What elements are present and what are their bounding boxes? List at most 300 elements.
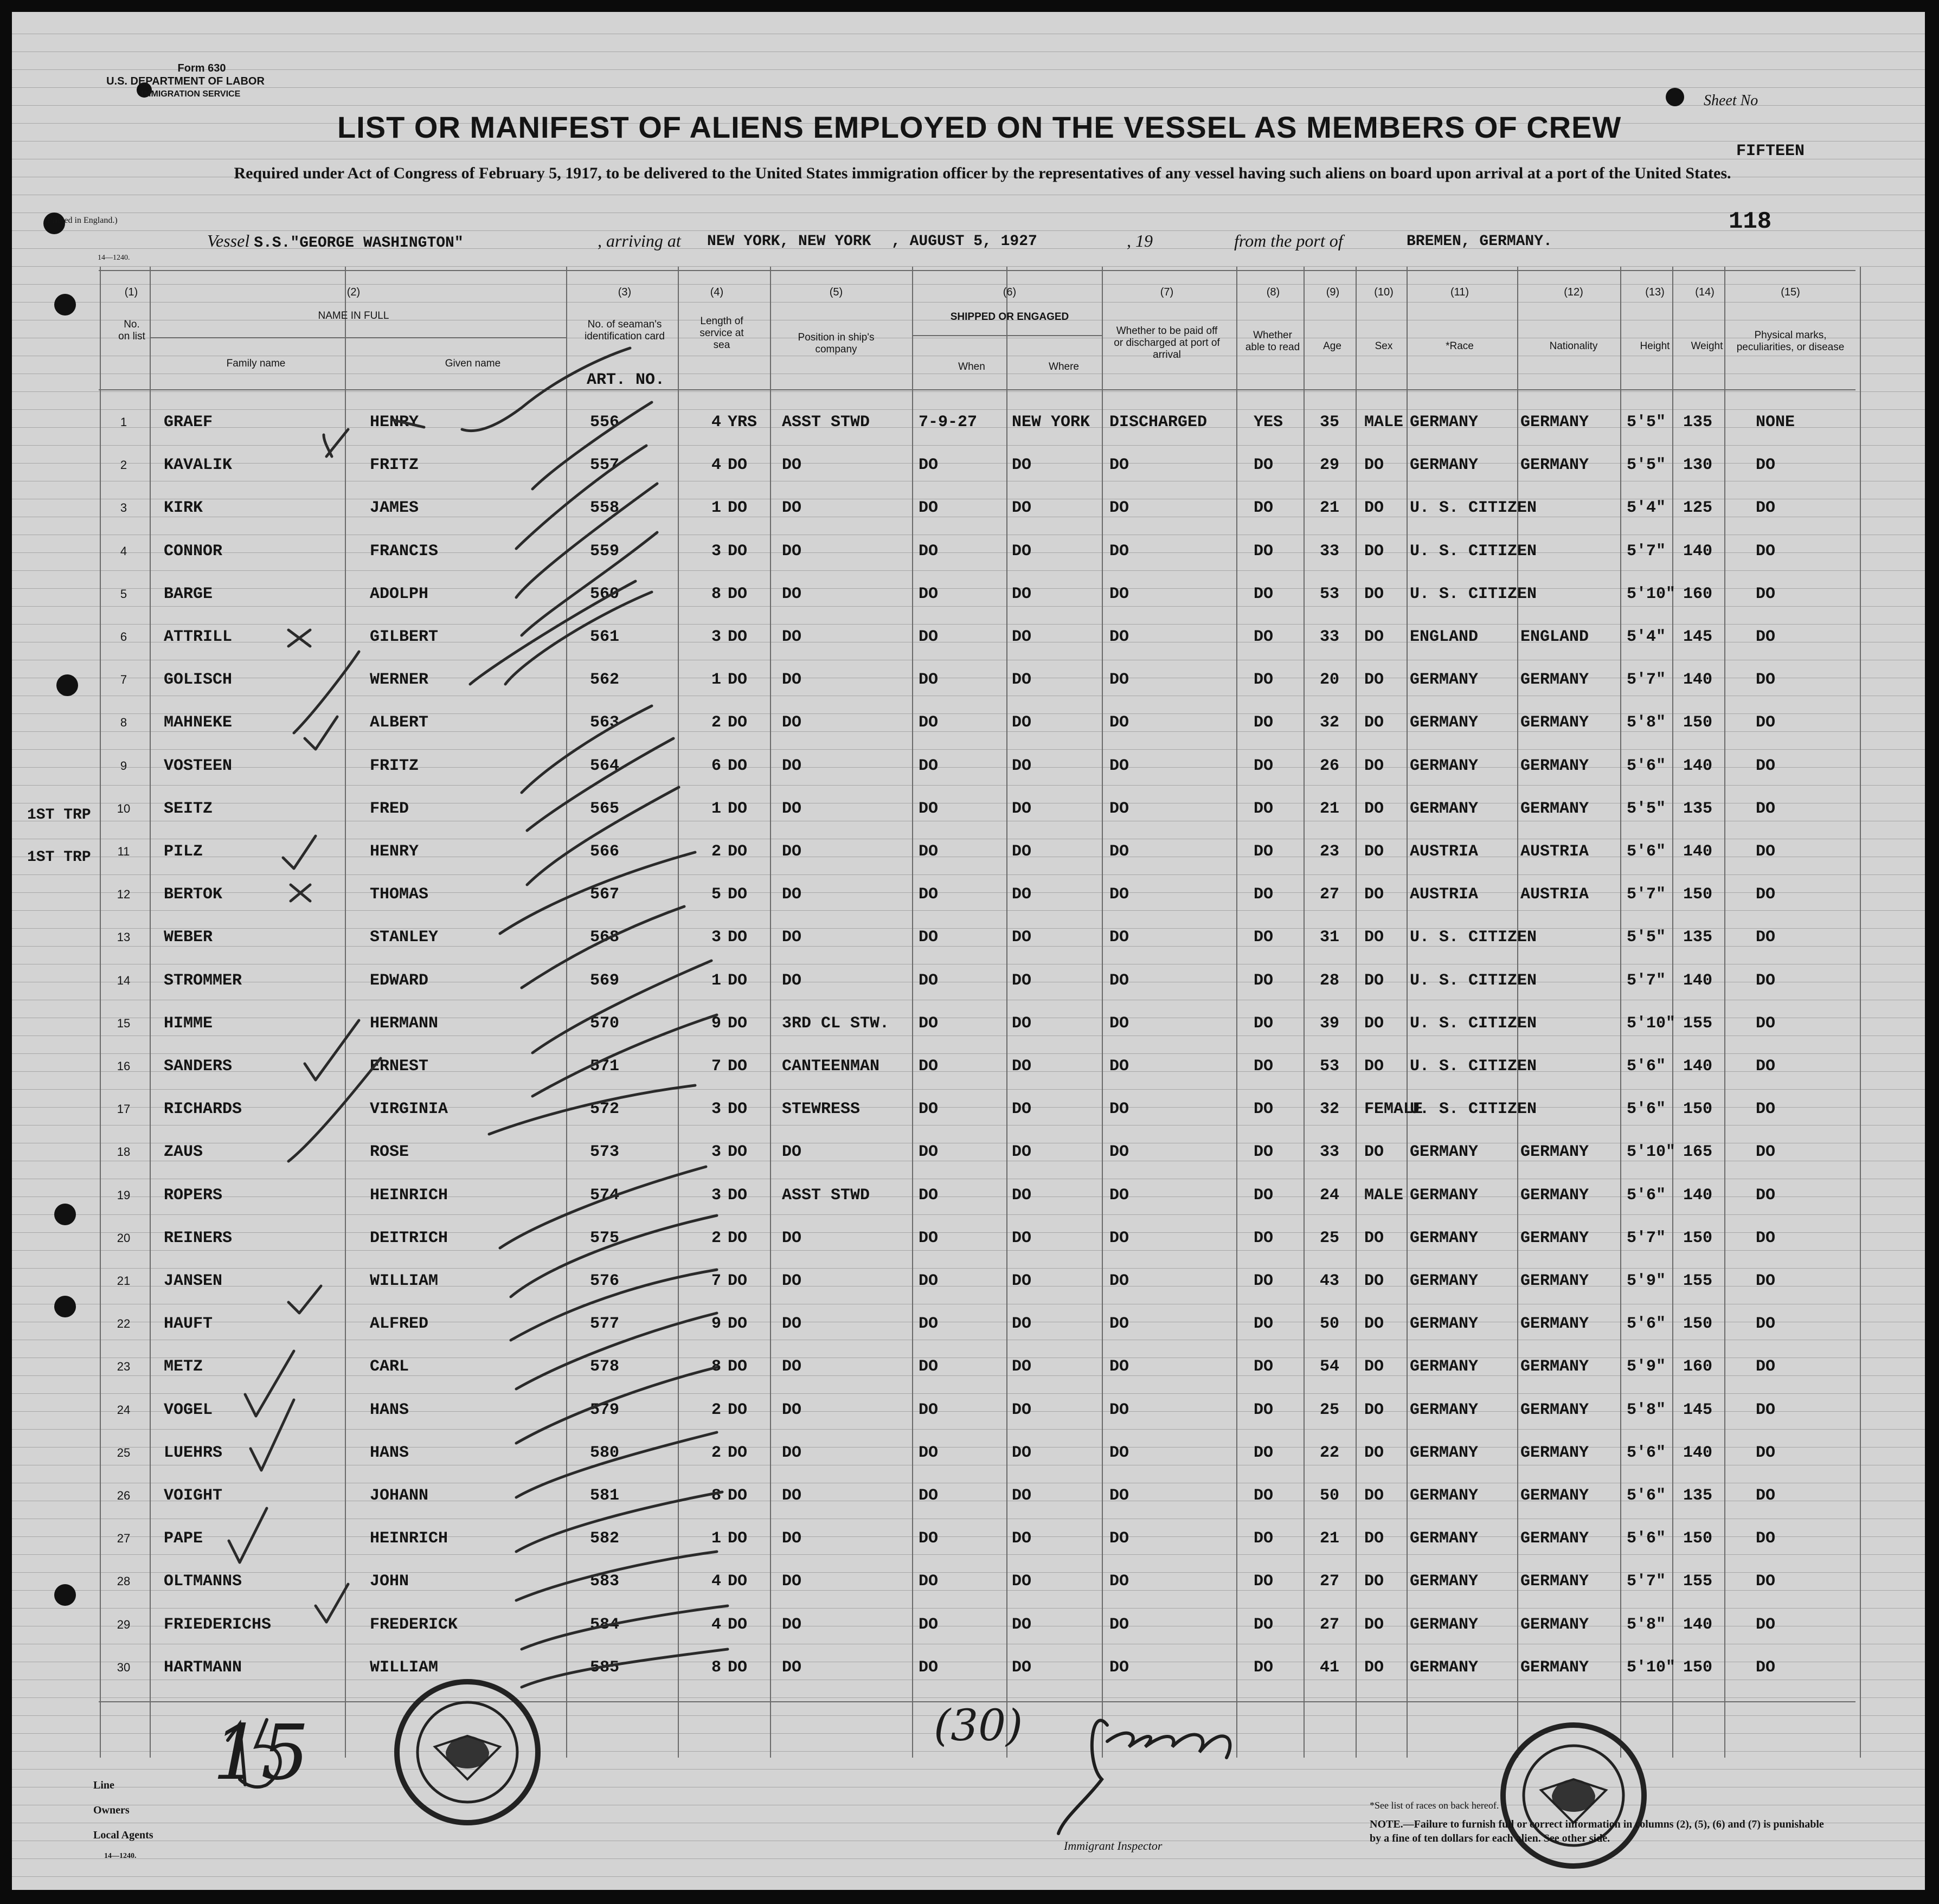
cell-svc-n: 4 [711, 456, 722, 475]
cell-position: DO [782, 799, 802, 818]
cell-nationality: AUSTRIA [1520, 842, 1589, 861]
cell-given: HERMANN [370, 1014, 439, 1033]
cell-race: GERMANY [1410, 799, 1479, 818]
cell-card: 573 [590, 1143, 620, 1162]
header-age: Age [1323, 340, 1341, 352]
cell-read: DO [1254, 1014, 1274, 1033]
cell-position: STEWRESS [782, 1100, 861, 1119]
cell-weight: 155 [1683, 1272, 1713, 1290]
cell-svc-n: 4 [711, 413, 722, 432]
cell-paid: DO [1109, 928, 1129, 947]
cell-race: GERMANY [1410, 1272, 1479, 1290]
cell-sex: DO [1364, 928, 1384, 947]
cell-position: DO [782, 713, 802, 732]
cell-marks: DO [1756, 671, 1776, 690]
row-number: 9 [120, 758, 127, 773]
cell-family: HARTMANN [164, 1658, 242, 1677]
cell-nationality: GERMANY [1520, 1228, 1589, 1247]
cell-svc-u: DO [728, 756, 748, 775]
cell-weight: 135 [1683, 1487, 1713, 1505]
cell-weight: 140 [1683, 542, 1713, 561]
cell-where: DO [1012, 1014, 1032, 1033]
cell-svc-u: DO [728, 1658, 748, 1677]
cell-age: 35 [1320, 413, 1340, 432]
cell-paid: DO [1109, 713, 1129, 732]
cell-weight: 165 [1683, 1143, 1713, 1162]
row-number: 29 [117, 1617, 131, 1631]
cell-weight: 155 [1683, 1014, 1713, 1033]
cell-sex: DO [1364, 1358, 1384, 1376]
cell-family: ZAUS [164, 1143, 203, 1162]
cell-read: DO [1254, 1057, 1274, 1076]
cell-family: REINERS [164, 1228, 233, 1247]
cell-where: DO [1012, 1315, 1032, 1334]
cell-where: DO [1012, 1487, 1032, 1505]
row-number: 12 [117, 887, 131, 902]
cell-position: DO [782, 842, 802, 861]
manifest-sheet [12, 12, 1925, 1890]
row-number: 19 [117, 1188, 131, 1202]
colnum-1: (1) [124, 286, 138, 298]
row-number: 14 [117, 973, 131, 987]
cell-position: DO [782, 456, 802, 475]
cell-height: 5'7" [1627, 1572, 1666, 1591]
header-shipped-engaged: SHIPPED OR ENGAGED [950, 311, 1069, 323]
cell-paid: DO [1109, 1228, 1129, 1247]
handwritten-count-left: 15 [213, 1709, 310, 1797]
cell-svc-u: DO [728, 671, 748, 690]
cell-read: DO [1254, 499, 1274, 518]
cell-where: DO [1012, 1186, 1032, 1205]
cell-svc-u: DO [728, 885, 748, 904]
cell-card: 563 [590, 713, 620, 732]
cell-read: DO [1254, 1443, 1274, 1462]
cell-height: 5'6" [1627, 1057, 1666, 1076]
cell-race: U. S. CITIZEN [1410, 971, 1537, 990]
colnum-8: (8) [1266, 286, 1280, 298]
cell-family: SANDERS [164, 1057, 233, 1076]
cell-card: 572 [590, 1100, 620, 1119]
cell-when: DO [919, 885, 939, 904]
cell-position: DO [782, 1400, 802, 1419]
cell-weight: 150 [1683, 1529, 1713, 1548]
cell-age: 53 [1320, 584, 1340, 603]
cell-nationality: AUSTRIA [1520, 885, 1589, 904]
row-number: 13 [117, 930, 131, 944]
cell-where: DO [1012, 713, 1032, 732]
cell-marks: DO [1756, 1014, 1776, 1033]
printed-in-label: (Printed in England.) [44, 216, 118, 225]
cell-height: 5'6" [1627, 1186, 1666, 1205]
cell-svc-u: DO [728, 1315, 748, 1334]
cell-svc-n: 2 [711, 1228, 722, 1247]
cell-height: 5'7" [1627, 671, 1666, 690]
cell-sex: DO [1364, 1529, 1384, 1548]
cell-given: ADOLPH [370, 584, 429, 603]
cell-where: DO [1012, 499, 1032, 518]
cell-svc-n: 2 [711, 713, 722, 732]
cell-race: GERMANY [1410, 413, 1479, 432]
cell-height: 5'9" [1627, 1358, 1666, 1376]
row-number: 4 [120, 544, 127, 558]
cell-paid: DO [1109, 885, 1129, 904]
cell-weight: 150 [1683, 1658, 1713, 1677]
cell-family: OLTMANNS [164, 1572, 242, 1591]
cell-height: 5'8" [1627, 1615, 1666, 1634]
cell-card: 566 [590, 842, 620, 861]
cell-svc-u: DO [728, 928, 748, 947]
cell-svc-n: 1 [711, 671, 722, 690]
margin-note-row10: 1ST TRP [27, 807, 91, 824]
cell-where: DO [1012, 842, 1032, 861]
cell-race: GERMANY [1410, 1572, 1479, 1591]
row-number: 30 [117, 1660, 131, 1674]
margin-note-row11: 1ST TRP [27, 849, 91, 866]
cell-race: U. S. CITIZEN [1410, 1057, 1537, 1076]
cell-card: 569 [590, 971, 620, 990]
form-code-top: 14—1240. [98, 254, 130, 262]
row-number: 1 [120, 415, 127, 429]
row-number: 3 [120, 501, 127, 515]
cell-svc-u: DO [728, 1487, 748, 1505]
cell-card: 574 [590, 1186, 620, 1205]
cell-nationality: GERMANY [1520, 1529, 1589, 1548]
cell-weight: 140 [1683, 671, 1713, 690]
cell-position: DO [782, 542, 802, 561]
cell-nationality: GERMANY [1520, 1272, 1589, 1290]
footer-owners-label: Owners [93, 1804, 130, 1816]
cell-when: DO [919, 1572, 939, 1591]
colnum-10: (10) [1374, 286, 1394, 298]
cell-when: DO [919, 456, 939, 475]
cell-position: DO [782, 1572, 802, 1591]
cell-when: DO [919, 1400, 939, 1419]
cell-svc-n: 6 [711, 756, 722, 775]
cell-nationality: GERMANY [1520, 713, 1589, 732]
cell-family: JANSEN [164, 1272, 223, 1290]
colnum-9: (9) [1326, 286, 1340, 298]
cell-weight: 140 [1683, 1057, 1713, 1076]
row-number: 18 [117, 1145, 131, 1159]
cell-race: AUSTRIA [1410, 885, 1479, 904]
cell-read: DO [1254, 1186, 1274, 1205]
cell-position: DO [782, 928, 802, 947]
cell-sex: FEMALE [1364, 1100, 1423, 1119]
cell-position: 3RD CL STW. [782, 1014, 890, 1033]
cell-height: 5'6" [1627, 1443, 1666, 1462]
cell-position: DO [782, 1228, 802, 1247]
cell-given: JAMES [370, 499, 419, 518]
cell-nationality: GERMANY [1520, 671, 1589, 690]
cell-svc-u: DO [728, 1400, 748, 1419]
cell-position: DO [782, 1658, 802, 1677]
cell-card: 564 [590, 756, 620, 775]
cell-paid: DO [1109, 628, 1129, 646]
cell-height: 5'6" [1627, 1487, 1666, 1505]
arriving-port: NEW YORK, NEW YORK [707, 233, 871, 250]
cell-race: GERMANY [1410, 671, 1479, 690]
cell-paid: DO [1109, 756, 1129, 775]
cell-paid: DO [1109, 1400, 1129, 1419]
cell-paid: DO [1109, 799, 1129, 818]
cell-where: DO [1012, 671, 1032, 690]
cell-when: DO [919, 1228, 939, 1247]
row-number: 6 [120, 630, 127, 644]
cell-read: DO [1254, 1315, 1274, 1334]
cell-card: 565 [590, 799, 620, 818]
cell-position: CANTEENMAN [782, 1057, 880, 1076]
cell-where: DO [1012, 456, 1032, 475]
header-weight: Weight [1691, 340, 1723, 352]
cell-age: 50 [1320, 1315, 1340, 1334]
cell-given: HANS [370, 1400, 409, 1419]
cell-family: BARGE [164, 584, 213, 603]
cell-paid: DO [1109, 1615, 1129, 1634]
cell-sex: MALE [1364, 413, 1404, 432]
cell-svc-u: DO [728, 499, 748, 518]
cell-height: 5'6" [1627, 1529, 1666, 1548]
row-number: 17 [117, 1102, 131, 1116]
cell-height: 5'10" [1627, 1143, 1676, 1162]
cell-height: 5'5" [1627, 928, 1666, 947]
cell-marks: DO [1756, 1658, 1776, 1677]
cell-height: 5'6" [1627, 756, 1666, 775]
header-name-in-full: NAME IN FULL [318, 310, 389, 321]
cell-card: 579 [590, 1400, 620, 1419]
cell-where: DO [1012, 1272, 1032, 1290]
header-able-read: Whether able to read [1245, 330, 1300, 353]
cell-nationality: GERMANY [1520, 1315, 1589, 1334]
cell-position: DO [782, 971, 802, 990]
cell-position: DO [782, 1358, 802, 1376]
header-where: Where [1049, 361, 1079, 372]
cell-height: 5'7" [1627, 885, 1666, 904]
cell-svc-n: 9 [711, 1315, 722, 1334]
cell-svc-n: 8 [711, 1358, 722, 1376]
cell-sex: DO [1364, 1143, 1384, 1162]
consulate-stamp-right [1492, 1714, 1655, 1877]
cell-given: FRITZ [370, 456, 419, 475]
cell-marks: DO [1756, 756, 1776, 775]
cell-marks: DO [1756, 1143, 1776, 1162]
cell-weight: 125 [1683, 499, 1713, 518]
from-port: BREMEN, GERMANY. [1407, 233, 1552, 250]
cell-when: DO [919, 499, 939, 518]
cell-card: 557 [590, 456, 620, 475]
cell-given: FRITZ [370, 756, 419, 775]
year-label: , 19 [1127, 231, 1153, 250]
cell-marks: DO [1756, 928, 1776, 947]
cell-position: DO [782, 628, 802, 646]
cell-marks: DO [1756, 456, 1776, 475]
cell-family: MAHNEKE [164, 713, 233, 732]
cell-weight: 140 [1683, 756, 1713, 775]
cell-marks: DO [1756, 1272, 1776, 1290]
cell-age: 33 [1320, 628, 1340, 646]
cell-position: DO [782, 1443, 802, 1462]
cell-race: GERMANY [1410, 1186, 1479, 1205]
arrival-date: , AUGUST 5, 1927 [891, 233, 1037, 250]
cell-height: 5'4" [1627, 499, 1666, 518]
row-number: 15 [117, 1016, 131, 1030]
cell-svc-n: 1 [711, 1529, 722, 1548]
form-number: Form 630 [177, 62, 226, 74]
cell-card: 567 [590, 885, 620, 904]
cell-card: 560 [590, 584, 620, 603]
cell-weight: 150 [1683, 1315, 1713, 1334]
cell-marks: DO [1756, 628, 1776, 646]
cell-nationality: GERMANY [1520, 1400, 1589, 1419]
cell-card: 559 [590, 542, 620, 561]
cell-family: VOGEL [164, 1400, 213, 1419]
cell-paid: DO [1109, 1487, 1129, 1505]
cell-where: DO [1012, 1658, 1032, 1677]
cell-when: DO [919, 1315, 939, 1334]
cell-sex: DO [1364, 756, 1384, 775]
sheet-number-written: FIFTEEN [1736, 142, 1805, 160]
footer-local-agents-label: Local Agents [93, 1829, 153, 1841]
cell-paid: DO [1109, 1358, 1129, 1376]
cell-family: ROPERS [164, 1186, 223, 1205]
cell-sex: DO [1364, 1315, 1384, 1334]
cell-card: 570 [590, 1014, 620, 1033]
cell-race: GERMANY [1410, 1487, 1479, 1505]
cell-sex: DO [1364, 885, 1384, 904]
service-label: IMMIGRATION SERVICE [141, 89, 241, 99]
cell-card: 577 [590, 1315, 620, 1334]
cell-height: 5'5" [1627, 413, 1666, 432]
cell-given: DEITRICH [370, 1228, 448, 1247]
cell-race: U. S. CITIZEN [1410, 928, 1537, 947]
colnum-13: (13) [1645, 286, 1665, 298]
cell-nationality: GERMANY [1520, 456, 1589, 475]
cell-age: 53 [1320, 1057, 1340, 1076]
cell-position: DO [782, 756, 802, 775]
cell-svc-n: 3 [711, 542, 722, 561]
header-nationality: Nationality [1549, 340, 1598, 352]
cell-when: DO [919, 756, 939, 775]
cell-svc-u: DO [728, 1057, 748, 1076]
cell-paid: DO [1109, 1186, 1129, 1205]
cell-svc-n: 4 [711, 1615, 722, 1634]
cell-when: DO [919, 1529, 939, 1548]
cell-card: 585 [590, 1658, 620, 1677]
cell-nationality: GERMANY [1520, 1186, 1589, 1205]
cell-weight: 145 [1683, 1400, 1713, 1419]
cell-sex: DO [1364, 584, 1384, 603]
cell-nationality: GERMANY [1520, 1487, 1589, 1505]
cell-race: GERMANY [1410, 713, 1479, 732]
race-footnote: *See list of races on back hereof. [1370, 1800, 1499, 1811]
cell-where: DO [1012, 1572, 1032, 1591]
cell-height: 5'8" [1627, 713, 1666, 732]
from-port-label: from the port of [1234, 231, 1343, 250]
footer-line-label: Line [93, 1779, 114, 1791]
cell-nationality: GERMANY [1520, 756, 1589, 775]
cell-svc-n: 3 [711, 1143, 722, 1162]
row-number: 26 [117, 1489, 131, 1502]
cell-marks: DO [1756, 1228, 1776, 1247]
cell-when: DO [919, 584, 939, 603]
cell-where: DO [1012, 628, 1032, 646]
vessel-label: Vessel [207, 231, 250, 250]
row-number: 8 [120, 716, 127, 730]
colnum-11: (11) [1450, 286, 1469, 298]
cell-paid: DO [1109, 499, 1129, 518]
cell-given: ERNEST [370, 1057, 429, 1076]
cell-where: DO [1012, 885, 1032, 904]
row-number: 27 [117, 1532, 131, 1546]
row-number: 11 [117, 845, 130, 858]
cell-age: 21 [1320, 1529, 1340, 1548]
cell-svc-u: DO [728, 799, 748, 818]
cell-svc-u: DO [728, 971, 748, 990]
cell-position: DO [782, 499, 802, 518]
cell-svc-u: DO [728, 1100, 748, 1119]
cell-family: SEITZ [164, 799, 213, 818]
cell-read: DO [1254, 1487, 1274, 1505]
cell-position: DO [782, 1143, 802, 1162]
cell-age: 21 [1320, 799, 1340, 818]
row-number: 2 [120, 458, 127, 472]
cell-race: GERMANY [1410, 1615, 1479, 1634]
cell-marks: DO [1756, 1315, 1776, 1334]
cell-given: ALBERT [370, 713, 429, 732]
header-position: Position in ship's company [798, 332, 875, 355]
cell-given: JOHANN [370, 1487, 429, 1505]
cell-height: 5'10" [1627, 584, 1676, 603]
cell-sex: DO [1364, 542, 1384, 561]
cell-paid: DO [1109, 456, 1129, 475]
cell-position: DO [782, 1315, 802, 1334]
cell-where: DO [1012, 1100, 1032, 1119]
cell-sex: DO [1364, 1228, 1384, 1247]
cell-svc-n: 1 [711, 499, 722, 518]
cell-when: DO [919, 542, 939, 561]
cell-given: WILLIAM [370, 1272, 439, 1290]
cell-sex: DO [1364, 1572, 1384, 1591]
header-sex: Sex [1375, 340, 1393, 352]
cell-marks: DO [1756, 584, 1776, 603]
cell-age: 25 [1320, 1400, 1340, 1419]
cell-given: FRED [370, 799, 409, 818]
header-when: When [958, 361, 985, 372]
cell-given: GILBERT [370, 628, 439, 646]
cell-weight: 155 [1683, 1572, 1713, 1591]
cell-marks: DO [1756, 799, 1776, 818]
cell-svc-n: 1 [711, 799, 722, 818]
cell-where: DO [1012, 1228, 1032, 1247]
row-number: 28 [117, 1574, 131, 1588]
cell-age: 41 [1320, 1658, 1340, 1677]
consulate-stamp-left [386, 1671, 549, 1834]
cell-given: JOHN [370, 1572, 409, 1591]
cell-nationality: GERMANY [1520, 1615, 1589, 1634]
row-number: 20 [117, 1231, 131, 1245]
cell-age: 43 [1320, 1272, 1340, 1290]
cell-sex: DO [1364, 1615, 1384, 1634]
cell-svc-n: 8 [711, 584, 722, 603]
cell-position: DO [782, 1272, 802, 1290]
colnum-12: (12) [1564, 286, 1583, 298]
cell-marks: DO [1756, 499, 1776, 518]
cell-age: 33 [1320, 542, 1340, 561]
cell-card: 562 [590, 671, 620, 690]
cell-paid: DO [1109, 1443, 1129, 1462]
cell-race: U. S. CITIZEN [1410, 542, 1537, 561]
cell-sex: DO [1364, 1443, 1384, 1462]
cell-svc-u: DO [728, 1014, 748, 1033]
